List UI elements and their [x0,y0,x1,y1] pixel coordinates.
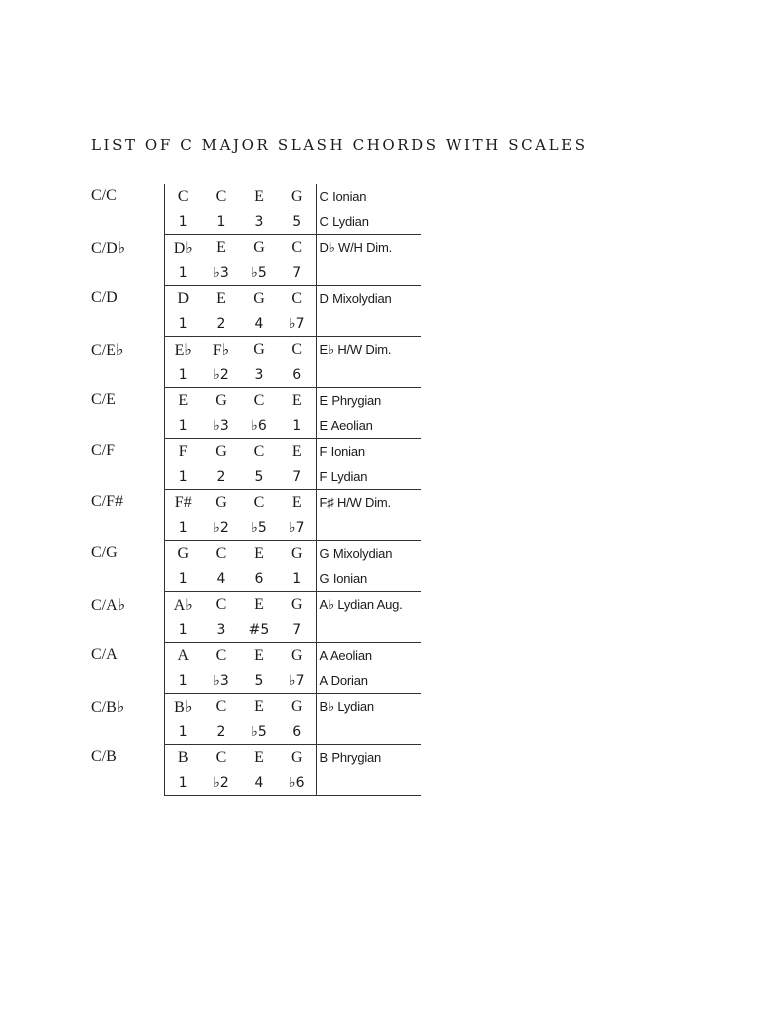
chord-note: F♭ [212,341,230,359]
chord-note: G [177,544,190,562]
scale-degree: 2 [202,464,240,490]
scale-degree: 1 [164,209,202,235]
chord-name: C/F# [91,490,164,541]
scale-degree: 1 [278,413,316,439]
chord-note: C [215,544,227,562]
chord-note: G [253,238,265,256]
scale-degree: 7 [278,617,316,643]
chord-note: C [215,697,227,715]
scale-name-alt: C Lydian [316,209,421,235]
chord-note: D♭ [173,239,193,257]
scale-degree: 1 [164,719,202,745]
scale-name-alt [316,311,421,337]
chord-note: E [254,187,264,205]
slash-chord-table [91,184,421,796]
scale-name-alt [316,770,421,796]
scale-name: E♭ H/W Dim. [319,341,392,357]
scale-name-alt: A Dorian [316,668,421,694]
chord-name: C/A♭ [91,592,164,643]
chord-note: D [177,289,190,307]
scale-degree: 1 [164,260,202,286]
scale-degree: 1 [164,770,202,796]
scale-degree: 1 [164,566,202,592]
chord-name: C/E♭ [91,337,164,388]
chord-note: C [253,442,265,460]
scale-degree: 4 [202,566,240,592]
scale-degree: 1 [164,311,202,337]
chord-note: G [215,442,227,460]
scale-degree: 5 [240,464,278,490]
chord-note: G [278,592,316,618]
chord-note: C [177,187,189,205]
chord-note: B♭ [174,698,193,716]
scale-degree: 4 [240,311,278,337]
scale-name: B Phrygian [319,750,382,765]
chord-note: E [178,391,189,409]
scale-name: E Phrygian [319,393,382,408]
chord-name: C/F [91,439,164,490]
scale-degree: 1 [164,515,202,541]
chord-note-row [91,337,421,363]
chord-note: C [215,595,227,613]
scale-degree: ♭6 [240,413,278,439]
chord-note: G [278,745,316,771]
scale-degree: 1 [164,464,202,490]
chord-note: C [215,748,227,766]
chord-note-row [91,439,421,465]
chord-note-row [91,286,421,312]
chord-name: C/G [91,541,164,592]
chord-note: E♭ [174,341,192,359]
chord-note-row [91,235,421,261]
scale-name-alt [316,515,421,541]
scale-name: C Ionian [319,189,367,204]
scale-degree: ♭7 [278,668,316,694]
scale-degree: ♭7 [278,515,316,541]
chord-note: F [178,442,188,460]
scale-degree: ♭5 [240,719,278,745]
chord-name: C/D [91,286,164,337]
scale-degree: ♭3 [202,413,240,439]
scale-name-alt: E Aeolian [316,413,421,439]
scale-name-alt: F Lydian [316,464,421,490]
chord-name: C/B [91,745,164,796]
chord-note: G [253,289,265,307]
chord-note: G [215,391,227,409]
chord-note: E [254,697,264,715]
chord-note: E [254,748,264,766]
chord-note-row [91,745,421,771]
scale-degree: ♭2 [202,770,240,796]
scale-name-alt [316,260,421,286]
chord-note-row [91,592,421,618]
scale-degree: 7 [278,464,316,490]
scale-name: F♯ H/W Dim. [319,495,391,510]
chord-note: G [278,184,316,209]
scale-name: A♭ Lydian Aug. [319,596,403,612]
scale-name: G Mixolydian [319,546,393,561]
scale-degree: 5 [278,209,316,235]
scale-degree: 1 [164,413,202,439]
chord-note: G [253,340,265,358]
scale-degree: 1 [164,668,202,694]
chord-name: C/B♭ [91,694,164,745]
chord-note: B [177,748,189,766]
scale-name: B♭ Lydian [319,698,374,714]
scale-degree: 2 [202,719,240,745]
chord-note: G [278,643,316,669]
scale-name: F Ionian [319,444,365,459]
chord-note: C [253,391,265,409]
chord-note: C [278,235,316,261]
scale-degree: 4 [240,770,278,796]
scale-degree: ♭2 [202,362,240,388]
scale-name-alt [316,719,421,745]
chord-note: C [253,493,265,511]
chord-note: F# [174,493,192,511]
chord-note: A♭ [173,596,193,614]
chord-note: C [215,187,227,205]
chord-note-row [91,388,421,414]
scale-name: D♭ W/H Dim. [319,239,393,255]
scale-degree: 6 [278,719,316,745]
chord-note: E [254,595,264,613]
scale-degree: 1 [164,362,202,388]
scale-degree: 3 [240,209,278,235]
chord-note-row [91,643,421,669]
scale-degree: 2 [202,311,240,337]
scale-name: D Mixolydian [319,291,392,306]
page-title: LIST OF C MAJOR SLASH CHORDS WITH SCALES [91,136,588,154]
chord-note: C [278,337,316,363]
scale-degree: #5 [240,617,278,643]
scale-degree: ♭6 [278,770,316,796]
chord-note-row [91,184,421,209]
scale-degree: ♭2 [202,515,240,541]
scale-degree: 3 [202,617,240,643]
chord-table-body [91,184,421,796]
scale-degree: ♭7 [278,311,316,337]
chord-note: G [215,493,227,511]
scale-degree: 7 [278,260,316,286]
chord-note-row [91,490,421,516]
chord-note: E [254,544,264,562]
scale-degree: 5 [240,668,278,694]
scale-degree: 6 [278,362,316,388]
scale-name: A Aeolian [319,648,372,663]
scale-degree: ♭3 [202,260,240,286]
scale-degree: 3 [240,362,278,388]
chord-note-row [91,694,421,720]
scale-name-alt: G Ionian [316,566,421,592]
scale-degree: ♭3 [202,668,240,694]
chord-note: E [216,289,226,307]
chord-note: E [254,646,264,664]
chord-note: C [278,286,316,312]
chord-note: E [278,439,316,465]
scale-degree: 1 [164,617,202,643]
chord-note: E [278,388,316,414]
chord-note: G [278,694,316,720]
chord-note: E [278,490,316,516]
chord-note: C [215,646,227,664]
chord-name: C/E [91,388,164,439]
scale-degree: ♭5 [240,260,278,286]
chord-note: G [278,541,316,567]
chord-note-row [91,541,421,567]
scale-name-alt [316,617,421,643]
chord-name: C/C [91,184,164,235]
scale-name-alt [316,362,421,388]
scale-degree: 1 [202,209,240,235]
chord-note: E [216,238,226,256]
chord-note: A [177,646,190,664]
chord-name: C/A [91,643,164,694]
scale-degree: ♭5 [240,515,278,541]
scale-degree: 6 [240,566,278,592]
chord-name: C/D♭ [91,235,164,286]
scale-degree: 1 [278,566,316,592]
